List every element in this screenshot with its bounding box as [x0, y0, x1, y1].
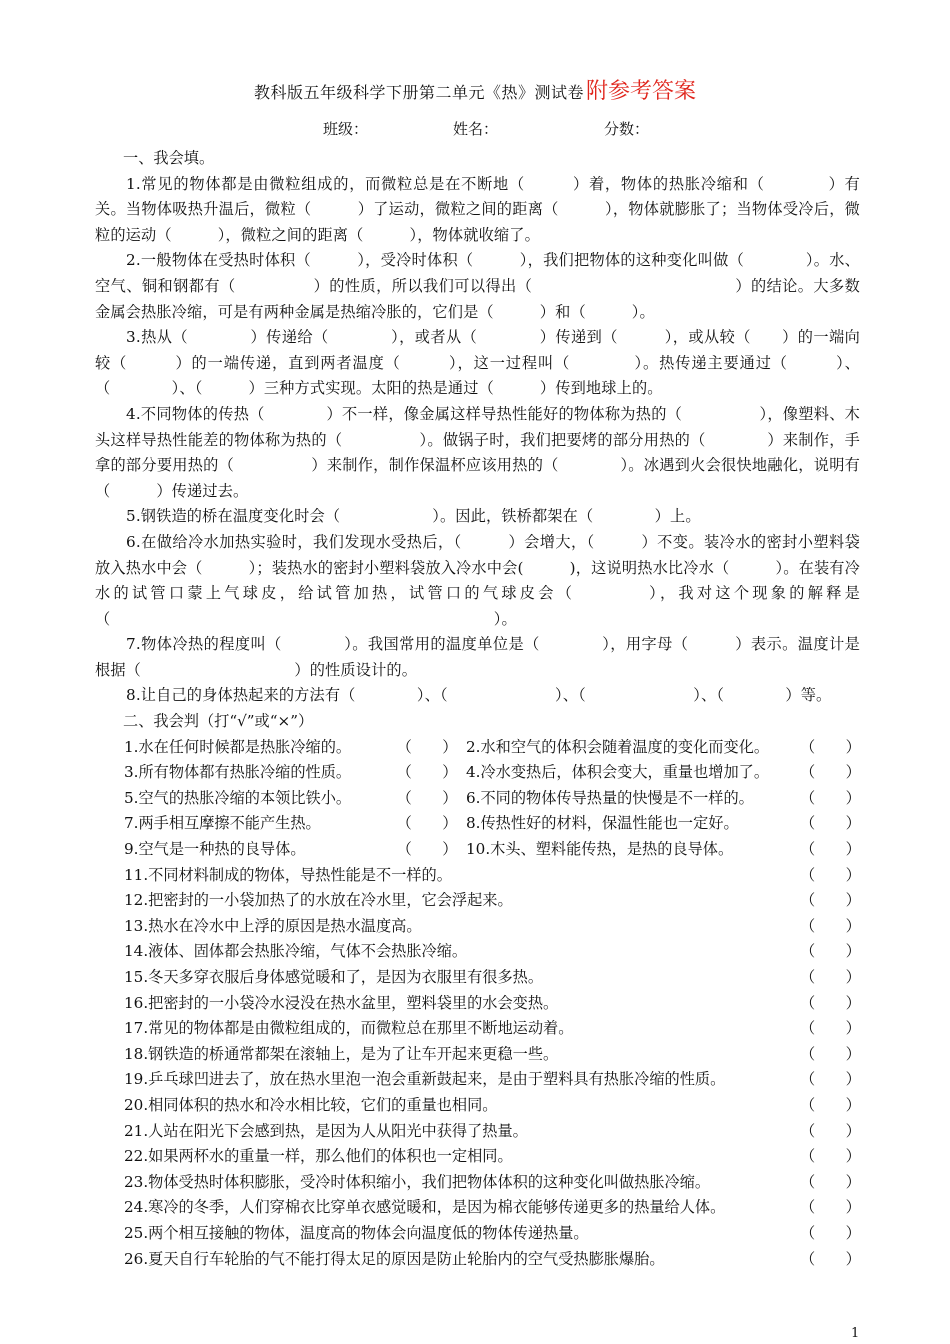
section-heading-judge: 二、我会判（打“√”或“×”） [123, 712, 314, 731]
judge-question: 10.木头、塑料能传热，是热的良导体。 [466, 840, 734, 859]
fill-blank-questions [95, 172, 860, 709]
judge-row [95, 1119, 860, 1145]
score-label: 分数： [604, 120, 650, 138]
fill-question-3: 3.热从（ ）传递给（ ），或者从（ ）传递到（ ），或从较（ ）的一端向较（ ）的一端传递，直到两者温度（ ），这一过程叫（ ）。热传递主要通过（ ）、（ ）、（ ）三种方式实现。太阳的热是通过（ ）传到地球上的。 [95, 328, 860, 398]
answer-bracket: （ ） [800, 814, 861, 833]
answer-bracket: （ ） [800, 1198, 861, 1217]
judge-row [95, 863, 860, 889]
fill-question-6: 6.在做给冷水加热实验时，我们发现水受热后，（ ）会增大，（ ）不变。装冷水的密封小塑料袋放入热水中会（ ）；装热水的密封小塑料袋放入冷水中会( )，这说明热水比冷水（ ）。在装有冷水的试管口蒙上气球皮，给试管加热，试管口的气球皮会（ ），我对这个现象的解释是（ ）。 [95, 532, 860, 628]
judge-row [95, 1247, 860, 1273]
judge-question: 9.空气是一种热的良导体。 [124, 840, 306, 859]
answer-bracket: （ ） [396, 737, 458, 756]
answer-bracket: （ ） [800, 1172, 861, 1191]
answer-bracket: （ ） [800, 1070, 861, 1089]
judge-question: 5.空气的热胀冷缩的本领比铁小。 [124, 788, 352, 807]
judge-row [95, 991, 860, 1017]
answer-bracket: （ ） [396, 814, 458, 833]
judge-question: 6.不同的物体传导热量的快慢是不一样的。 [466, 788, 754, 807]
section-heading-fill: 一、我会填。 [123, 149, 215, 167]
judge-row [95, 1067, 860, 1093]
answer-bracket: （ ） [800, 1223, 861, 1242]
fill-question-1: 1.常见的物体都是由微粒组成的，而微粒总是在不断地（ ）着，物体的热胀冷缩和（ ）有关。当物体吸热升温后，微粒（ ）了运动，微粒之间的距离（ ），物体就膨胀了；当物体受冷后，微粒的运动（ ），微粒之间的距离（ ），物体就收缩了。 [95, 174, 860, 244]
answer-bracket: （ ） [396, 840, 458, 859]
fill-question-7: 7.物体冷热的程度叫（ ）。我国常用的温度单位是（ ），用字母（ ）表示。温度计是根据（ ）的性质设计的。 [95, 635, 860, 679]
fill-question-5: 5.钢铁造的桥在温度变化时会（ ）。因此，铁桥都架在（ ）上。 [126, 507, 701, 526]
judge-question: 3.所有物体都有热胀冷缩的性质。 [124, 763, 352, 782]
answer-bracket: （ ） [800, 1044, 861, 1063]
judge-question: 20.相同体积的热水和冷水相比较，它们的重量也相同。 [124, 1095, 498, 1114]
judge-question: 18.钢铁造的桥通常都架在滚轴上，是为了让车开起来更稳一些。 [124, 1044, 559, 1063]
answer-bracket: （ ） [800, 942, 861, 961]
judge-row [95, 1016, 860, 1042]
judge-single-questions [95, 863, 860, 1273]
answer-bracket: （ ） [800, 916, 861, 935]
judge-row [95, 1221, 860, 1247]
judge-row [95, 914, 860, 940]
name-label: 姓名： [453, 120, 499, 138]
answer-bracket: （ ） [800, 1095, 861, 1114]
judge-question: 21.人站在阳光下会感到热，是因为人从阳光中获得了热量。 [124, 1121, 528, 1140]
answer-bracket: （ ） [396, 788, 458, 807]
judge-question: 12.把密封的一小袋加热了的水放在冷水里，它会浮起来。 [124, 891, 513, 910]
judge-question: 8.传热性好的材料，保温性能也一定好。 [466, 814, 739, 833]
answer-bracket: （ ） [800, 737, 861, 756]
answer-bracket: （ ） [800, 865, 861, 884]
judge-question: 15.冬天多穿衣服后身体感觉暖和了，是因为衣服里有很多热。 [124, 968, 544, 986]
answer-bracket: （ ） [800, 1121, 861, 1140]
answer-bracket: （ ） [800, 1147, 861, 1166]
answer-bracket: （ ） [800, 1019, 861, 1038]
judge-question: 17.常见的物体都是由微粒组成的，而微粒总在那里不断地运动着。 [124, 1019, 574, 1038]
judge-pair-questions [95, 735, 860, 863]
judge-question: 19.乒乓球凹进去了，放在热水里泡一泡会重新鼓起来，是由于塑料具有热胀冷缩的性质。 [124, 1070, 726, 1089]
judge-question: 25.两个相互接触的物体，温度高的物体会向温度低的物体传递热量。 [124, 1223, 589, 1242]
judge-row [95, 1042, 860, 1068]
answer-bracket: （ ） [800, 993, 861, 1012]
judge-question: 14.液体、固体都会热胀冷缩，气体不会热胀冷缩。 [124, 942, 468, 961]
judge-pair-row [95, 786, 860, 812]
page-title: 教科版五年级科学下册第二单元《热》测试卷 [253, 83, 584, 102]
fill-question-4: 4.不同物体的传热（ ）不一样，像金属这样导热性能好的物体称为热的（ ），像塑料、木头这样导热性能差的物体称为热的（ ）。做锅子时，我们把要烤的部分用热的（ ）来制作，手拿的部分要用热的（ ）来制作，制作保温杯应该用热的（ ）。冰遇到火会很快地融化，说明有（ ）传递过去。 [95, 404, 860, 500]
answer-bracket: （ ） [800, 1249, 861, 1268]
judge-row [95, 888, 860, 914]
answer-key-note: 附参考答案 [586, 79, 697, 104]
judge-row [95, 965, 860, 991]
answer-bracket: （ ） [800, 968, 861, 986]
answer-bracket: （ ） [800, 763, 861, 782]
judge-question: 11.不同材料制成的物体，导热性能是不一样的。 [124, 865, 452, 884]
judge-question: 2.水和空气的体积会随着温度的变化而变化。 [466, 737, 770, 756]
judge-pair-row [95, 811, 860, 837]
title-row [0, 74, 950, 105]
answer-bracket: （ ） [800, 840, 861, 859]
judge-pair-row [95, 837, 860, 863]
judge-question: 26.夏天自行车轮胎的气不能打得太足的原因是防止轮胎内的空气受热膨胀爆胎。 [124, 1249, 665, 1268]
judge-question: 24.寒冷的冬季，人们穿棉衣比穿单衣感觉暖和，是因为棉衣能够传递更多的热量给人体。 [124, 1198, 726, 1217]
judge-question: 13.热水在冷水中上浮的原因是热水温度高。 [124, 916, 422, 935]
judge-question: 4.冷水变热后，体积会变大，重量也增加了。 [466, 763, 770, 782]
fill-question-2: 2.一般物体在受热时体积（ ），受冷时体积（ ），我们把物体的这种变化叫做（ ）。水、空气、铜和钢都有（ ）的性质，所以我们可以得出（ ）的结论。大多数金属会热胀冷缩，可是有两种金属是热缩冷胀的，它们是（ ）和（ ）。 [95, 251, 860, 321]
class-label: 班级： [323, 120, 369, 138]
judge-question: 22.如果两杯水的重量一样，那么他们的体积也一定相同。 [124, 1147, 513, 1166]
judge-row [95, 939, 860, 965]
judge-row [95, 1144, 860, 1170]
judge-row [95, 1093, 860, 1119]
judge-question: 23.物体受热时体积膨胀，受冷时体积缩小，我们把物体体积的这种变化叫做热胀冷缩。 [124, 1172, 711, 1191]
judge-question: 16.把密封的一小袋冷水浸没在热水盆里，塑料袋里的水会变热。 [124, 993, 559, 1012]
judge-pair-row [95, 735, 860, 761]
judge-row [95, 1195, 860, 1221]
answer-bracket: （ ） [800, 891, 861, 910]
page-number: 1 [851, 1326, 860, 1341]
exam-body [95, 146, 860, 1272]
answer-bracket: （ ） [396, 763, 458, 782]
answer-bracket: （ ） [800, 788, 861, 807]
judge-row [95, 1170, 860, 1196]
judge-question: 1.水在任何时候都是热胀冷缩的。 [124, 737, 352, 756]
judge-pair-row [95, 760, 860, 786]
fill-question-8: 8.让自己的身体热起来的方法有（ ）、（ ）、（ ）、（ ）等。 [126, 686, 832, 705]
judge-question: 7.两手相互摩擦不能产生热。 [124, 814, 321, 833]
